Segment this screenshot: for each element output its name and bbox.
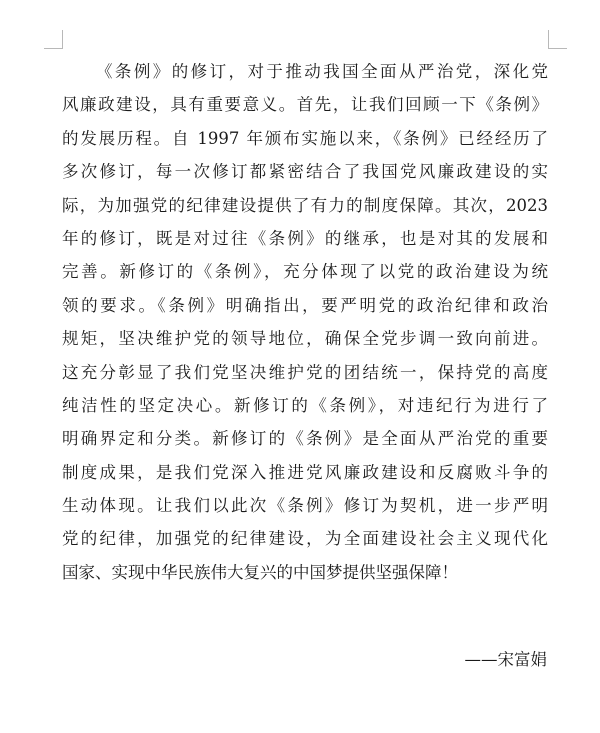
paragraph-line: 规矩，坚决维护党的领导地位，确保全党步调一致向前进。	[62, 329, 548, 349]
body-paragraph	[62, 55, 548, 589]
paragraph-line: 国家、实现中华民族伟大复兴的中国梦提供坚强保障！	[62, 562, 458, 582]
paragraph-line: 生动体现。让我们以此次《条例》修订为契机，进一步严明	[62, 496, 548, 516]
author-signature: ——宋富娟	[464, 650, 547, 669]
paragraph-line: 的发展历程。自 1997 年颁布实施以来，《条例》已经经历了	[62, 128, 548, 148]
paragraph-line: 完善。新修订的《条例》，充分体现了以党的政治建设为统	[62, 262, 548, 282]
corner-mark-top-right	[548, 30, 567, 49]
paragraph-line: 领的要求。《条例》明确指出，要严明党的政治纪律和政治	[62, 295, 548, 315]
paragraph-line: 明确界定和分类。新修订的《条例》是全面从严治党的重要	[62, 429, 548, 449]
paragraph-line: 党的纪律，加强党的纪律建设，为全面建设社会主义现代化	[62, 529, 548, 549]
paragraph-line: 《条例》的修订，对于推动我国全面从严治党，深化党	[96, 62, 548, 81]
paragraph-line: 风廉政建设，具有重要意义。首先，让我们回顾一下《条例》	[62, 95, 548, 115]
paragraph-line: 制度成果，是我们党深入推进党风廉政建设和反腐败斗争的	[62, 462, 548, 482]
paragraph-line: 际，为加强党的纪律建设提供了有力的制度保障。其次，2023	[62, 195, 548, 215]
paragraph-line: 年的修订，既是对过往《条例》的继承，也是对其的发展和	[62, 228, 548, 248]
corner-mark-top-left	[44, 30, 63, 49]
paragraph-line: 纯洁性的坚定决心。新修订的《条例》，对违纪行为进行了	[62, 395, 548, 415]
paragraph-line: 多次修订，每一次修订都紧密结合了我国党风廉政建设的实	[62, 162, 548, 182]
paragraph-line: 这充分彰显了我们党坚决维护党的团结统一，保持党的高度	[62, 362, 548, 382]
